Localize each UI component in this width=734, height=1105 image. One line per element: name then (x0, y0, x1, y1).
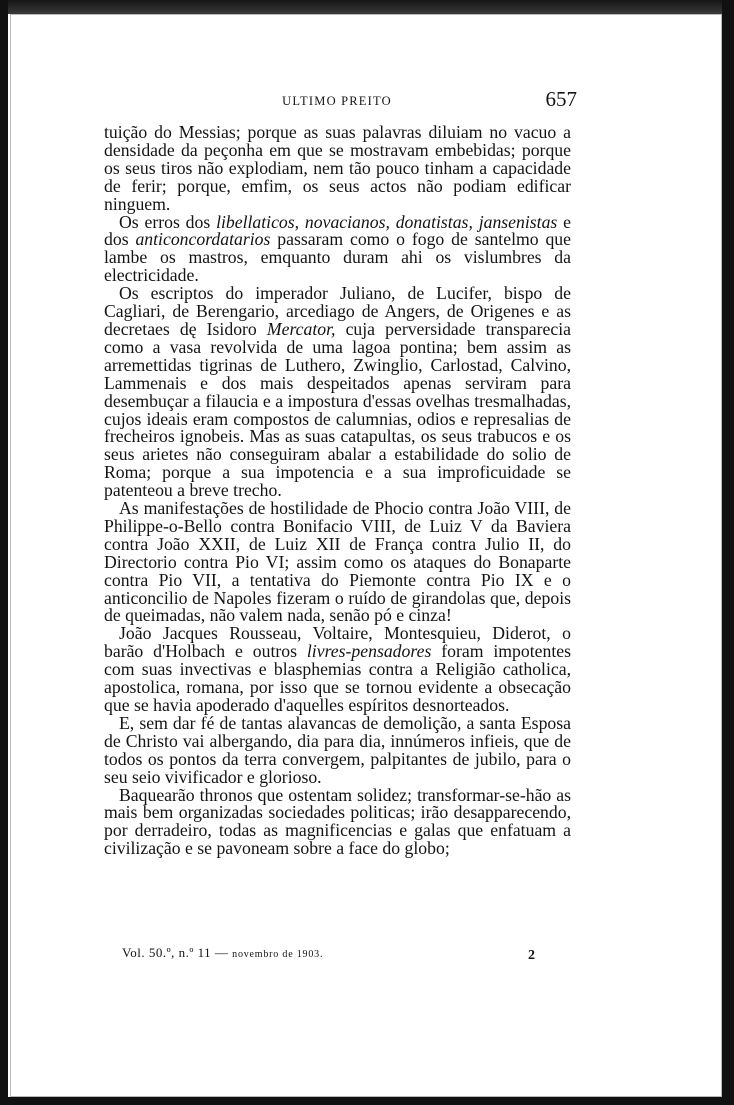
scan-edge-bottom (0, 1097, 734, 1105)
paragraph-1: tuição do Messias; porque as suas palavras diluiam no vacuo a densidade da peçonha em que se mostravam embebidas; porque os seus tiros não explodiam, nem tão pouco tinham a capacidade de ferir; porque, emfim, os seus actos não podiam edificar ninguem. (104, 122, 571, 214)
paragraph-4: As manifestações de hostilidade de Phocio contra João VIII, de Philippe-o-Bello contra Bonifacio VIII, de Luiz V da Baviera contra João XXII, de Luiz XII de França contra Julio II, do Directorio contra Pio VI; assim como os ataques do Bonaparte contra Pio VII, a tentativa do Piemonte contra Pio IX e o anticoncilio de Napoles fizeram o ruído de girandolas que, depois de queimadas, não valem nada, senão pó e cinza! (104, 498, 571, 626)
paragraph-2: Os erros dos libellaticos, novacianos, donatistas, jansenistas e dos anticoncordatarios passaram como o fogo de santelmo que lambe os mastros, emquanto duram ahi os vislumbres da electricidade. (104, 211, 571, 286)
issue-date: novembro de 1903. (232, 949, 324, 960)
signature-mark: 2 (528, 948, 535, 963)
italic-anticoncordatarios: anticoncordatarios (135, 229, 271, 250)
body-text (104, 124, 571, 858)
paragraph-5: João Jacques Rousseau, Voltaire, Montesquieu, Diderot, o barão d'Holbach e outros livres-pensadores foram impotentes com suas invectivas e blasphemias contra a Religião catholica, apostolica, romana, por isso que se tornou evidente a obsecação que se havia apoderado d'aquelles espíritos desnorteados. (104, 623, 571, 715)
scan-edge-right (722, 0, 734, 1105)
scan-edge-left (0, 0, 8, 1105)
volume-number: Vol. 50.º, n.º 11 — (122, 945, 229, 960)
paragraph-7: Baquearão thronos que ostentam solidez; transformar-se-hão as mais bem organizadas sociedades politicas; irão desapparecendo, por derradeiro, todas as magnificencias e galas que enfatuam a civilização e se pavoneam sobre a face do globo; (104, 784, 571, 859)
italic-sects: libellaticos, novacianos, donatistas, jansenistas (216, 211, 558, 232)
italic-mercator: Mercator, (266, 318, 336, 339)
volume-footer (122, 945, 382, 961)
paragraph-6: E, sem dar fé de tantas alavancas de demolição, a santa Esposa de Christo vai albergando, dia para dia, innúmeros infieis, que de todos os pontos da terra convergem, palpitantes de jubilo, para o seu seio vivificador e glorioso. (104, 712, 571, 787)
italic-livres-pensadores: livres-pensadores (306, 641, 432, 662)
scan-edge-top (0, 0, 734, 14)
paragraph-3: Os escriptos do imperador Juliano, de Lucifer, bispo de Cagliari, de Berengario, arcediago de Angers, de Origenes e as decretaes dę Isidoro Mercator, cuja perversidade transparecia como a vasa revolvida de uma lagoa pontina; bem assim as arremettidas tigrinas de Luthero, Zwinglio, Carlostad, Calvino, Lammenais e dos mais despeitados apenas serviram para desembuçar a filaucia e a impostura d'essas ovelhas tresmalhadas, cujos ideais eram compostos de calumnias, odios e represalias de frecheiros ignobeis. Mas as suas catapultas, os seus trabucos e os seus arietes não conseguiram abalar a estabilidade do solio de Roma; porque a sua impotencia e a sua improficuidade se patenteou a breve trecho. (104, 283, 572, 501)
page-number: 657 (545, 87, 577, 111)
running-title: ULTIMO PREITO (282, 94, 392, 108)
